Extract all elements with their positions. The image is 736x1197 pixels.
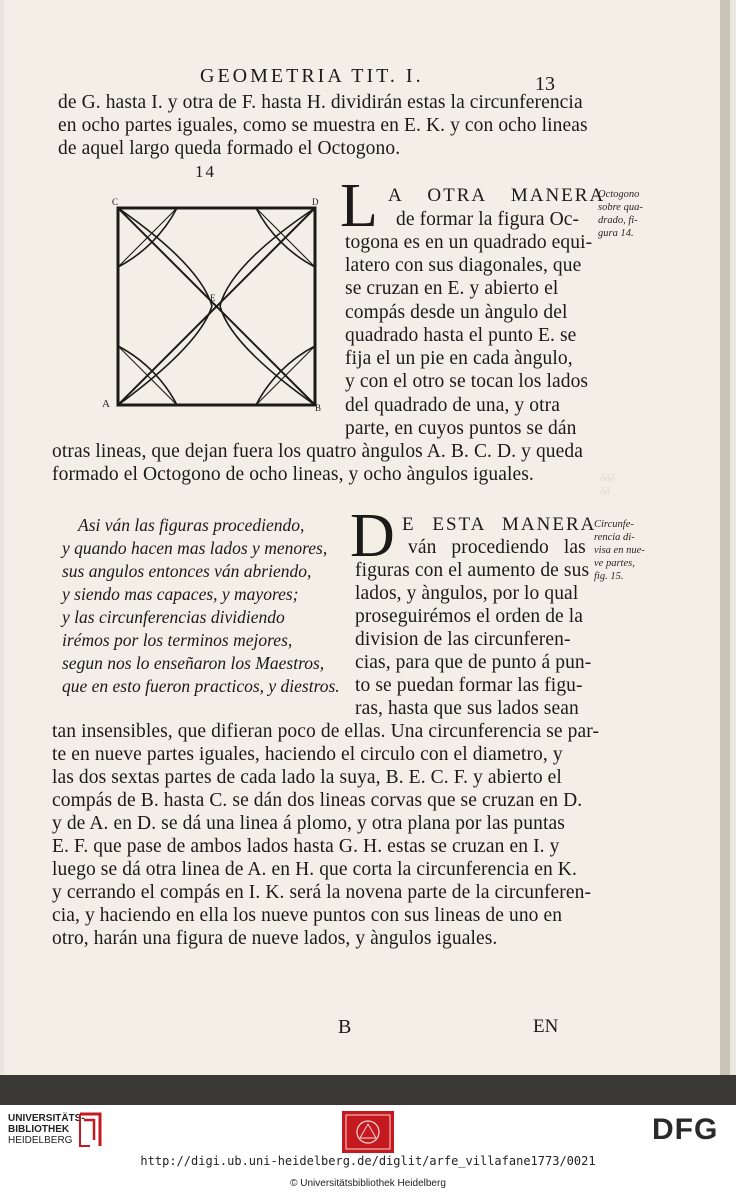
section-opening-caps: E ESTA MANERA bbox=[402, 514, 597, 535]
text-line: y de A. en D. se dá una linea á plomo, y otra plana por las puntas bbox=[52, 813, 565, 834]
text-line: division de las circunferen- bbox=[355, 629, 571, 650]
figure-number: 14 bbox=[195, 162, 216, 181]
text-line: las dos sextas partes de cada lado la suya, B. E. C. F. y abierto el bbox=[52, 767, 562, 788]
text-line: otro, harán una figura de nueve lados, y àngulos iguales. bbox=[52, 928, 498, 949]
signature-mark: B bbox=[338, 1016, 352, 1038]
label-c: C bbox=[112, 197, 119, 207]
label-a: A bbox=[102, 398, 110, 410]
text-line: proseguirémos el orden de la bbox=[355, 606, 584, 627]
text-line: to se puedan formar las figu- bbox=[355, 675, 583, 696]
text-line: compás desde un àngulo del bbox=[345, 302, 568, 323]
text-line: te en nueve partes iguales, haciendo el circulo con el diametro, y bbox=[52, 744, 563, 765]
verse-line: que en esto fueron practicos, y diestros. bbox=[62, 676, 340, 696]
page-number: 13 bbox=[535, 73, 555, 95]
margin-note-line: ve partes, bbox=[594, 558, 635, 569]
margin-note-line: rencia di- bbox=[594, 532, 635, 543]
text-line: luego se dá otra linea de A. en H. que corta la circunferencia en K. bbox=[52, 859, 577, 880]
library-name-line: HEIDELBERG bbox=[8, 1135, 73, 1146]
label-d: D bbox=[312, 197, 319, 207]
margin-note-line: sobre qua- bbox=[598, 202, 643, 213]
text-line: otras lineas, que dejan fuera los quatro àngulos A. B. C. D. y queda bbox=[52, 441, 584, 462]
verse-line: irémos por los terminos mejores, bbox=[62, 630, 293, 650]
text-line: de aquel largo queda formado el Octogono. bbox=[58, 138, 401, 159]
text-line: lados, y àngulos, por lo qual bbox=[355, 583, 579, 604]
dfg-logo[interactable]: DFG bbox=[652, 1113, 719, 1146]
text-line: y cerrando el compás en I. K. será la novena parte de la circunferen- bbox=[52, 882, 592, 903]
verse-line: y las circunferencias dividiendo bbox=[62, 607, 285, 627]
seal-icon bbox=[342, 1111, 394, 1153]
text-line: ras, hasta que sus lados sean bbox=[355, 698, 579, 719]
text-line: en ocho partes iguales, como se muestra en E. K. y con ocho lineas bbox=[58, 115, 588, 136]
text-line: compás de B. hasta C. se dán dos lineas corvas que se cruzan en D. bbox=[52, 790, 583, 811]
text-line: del quadrado de una, y otra bbox=[345, 395, 560, 416]
text-line: cia, y haciendo en ella los nueve puntos con sus lineas de uno en bbox=[52, 905, 563, 926]
text-line: tan insensibles, que difieran poco de ellas. Una circunferencia se par- bbox=[52, 721, 600, 742]
scan-border bbox=[0, 1075, 736, 1105]
text-line: parte, en cuyos puntos se dán bbox=[345, 418, 577, 439]
margin-note-line: drado, fi- bbox=[598, 215, 638, 226]
margin-note bbox=[594, 518, 645, 583]
text-line: formado el Octogono de ocho lineas, y ocho àngulos iguales. bbox=[52, 464, 534, 485]
label-e: E bbox=[210, 293, 216, 303]
drop-cap: L bbox=[340, 172, 378, 240]
margin-note-line: Octogono bbox=[598, 189, 640, 200]
text-line: se cruzan en E. y abierto el bbox=[345, 278, 559, 299]
page-url[interactable]: http://digi.ub.uni-heidelberg.de/diglit/arfe_villafane1773/0021 bbox=[140, 1154, 596, 1168]
copyright-notice: © Universitätsbibliothek Heidelberg bbox=[290, 1178, 446, 1189]
margin-note bbox=[598, 188, 643, 240]
text-line: fija el un pie en cada àngulo, bbox=[345, 348, 573, 369]
paper-edge bbox=[720, 0, 730, 1090]
figure-14-octogon-diagram bbox=[100, 195, 330, 420]
text-line: figuras con el aumento de sus bbox=[355, 560, 590, 581]
text-line: y con el otro se tocan los lados bbox=[345, 371, 589, 392]
show-through: ᵹᵹᵹ ᵹᵹ bbox=[600, 470, 616, 495]
label-b: B bbox=[315, 403, 322, 413]
library-emblem-icon bbox=[78, 1110, 104, 1150]
margin-note-line: Circunfe- bbox=[594, 519, 634, 530]
verse-line: segun nos lo enseñaron los Maestros, bbox=[62, 653, 325, 673]
text-line: ván procediendo las bbox=[408, 537, 586, 558]
drop-cap: D bbox=[350, 502, 395, 570]
margin-note-line: visa en nue- bbox=[594, 545, 645, 556]
text-line: E. F. que pase de ambos lados hasta G. H. estas se cruzan en I. y bbox=[52, 836, 560, 857]
library-name-line: BIBLIOTHEK bbox=[8, 1124, 70, 1135]
running-header: GEOMETRIA TIT. I. bbox=[200, 65, 424, 87]
text-line: latero con sus diagonales, que bbox=[345, 255, 582, 276]
verse-line: Asi ván las figuras procediendo, bbox=[78, 515, 305, 535]
library-name-line: UNIVERSITÄTS- bbox=[8, 1113, 85, 1124]
section-opening-caps: A OTRA MANERA bbox=[388, 185, 606, 206]
verse-line: y quando hacen mas lados y menores, bbox=[62, 538, 328, 558]
heidelberg-seal-logo[interactable] bbox=[342, 1111, 394, 1153]
margin-note-line: fig. 15. bbox=[594, 571, 624, 582]
text-line: de formar la figura Oc- bbox=[396, 209, 580, 230]
catchword: EN bbox=[533, 1016, 559, 1037]
text-line: togona es en un quadrado equi- bbox=[345, 232, 593, 253]
text-line: cias, para que de punto á pun- bbox=[355, 652, 592, 673]
text-line: de G. hasta I. y otra de F. hasta H. dividirán estas la circunferencia bbox=[58, 92, 583, 113]
verse-line: sus angulos entonces ván abriendo, bbox=[62, 561, 312, 581]
text-line: quadrado hasta el punto E. se bbox=[345, 325, 577, 346]
margin-note-line: gura 14. bbox=[598, 228, 634, 239]
verse-line: y siendo mas capaces, y mayores; bbox=[62, 584, 299, 604]
